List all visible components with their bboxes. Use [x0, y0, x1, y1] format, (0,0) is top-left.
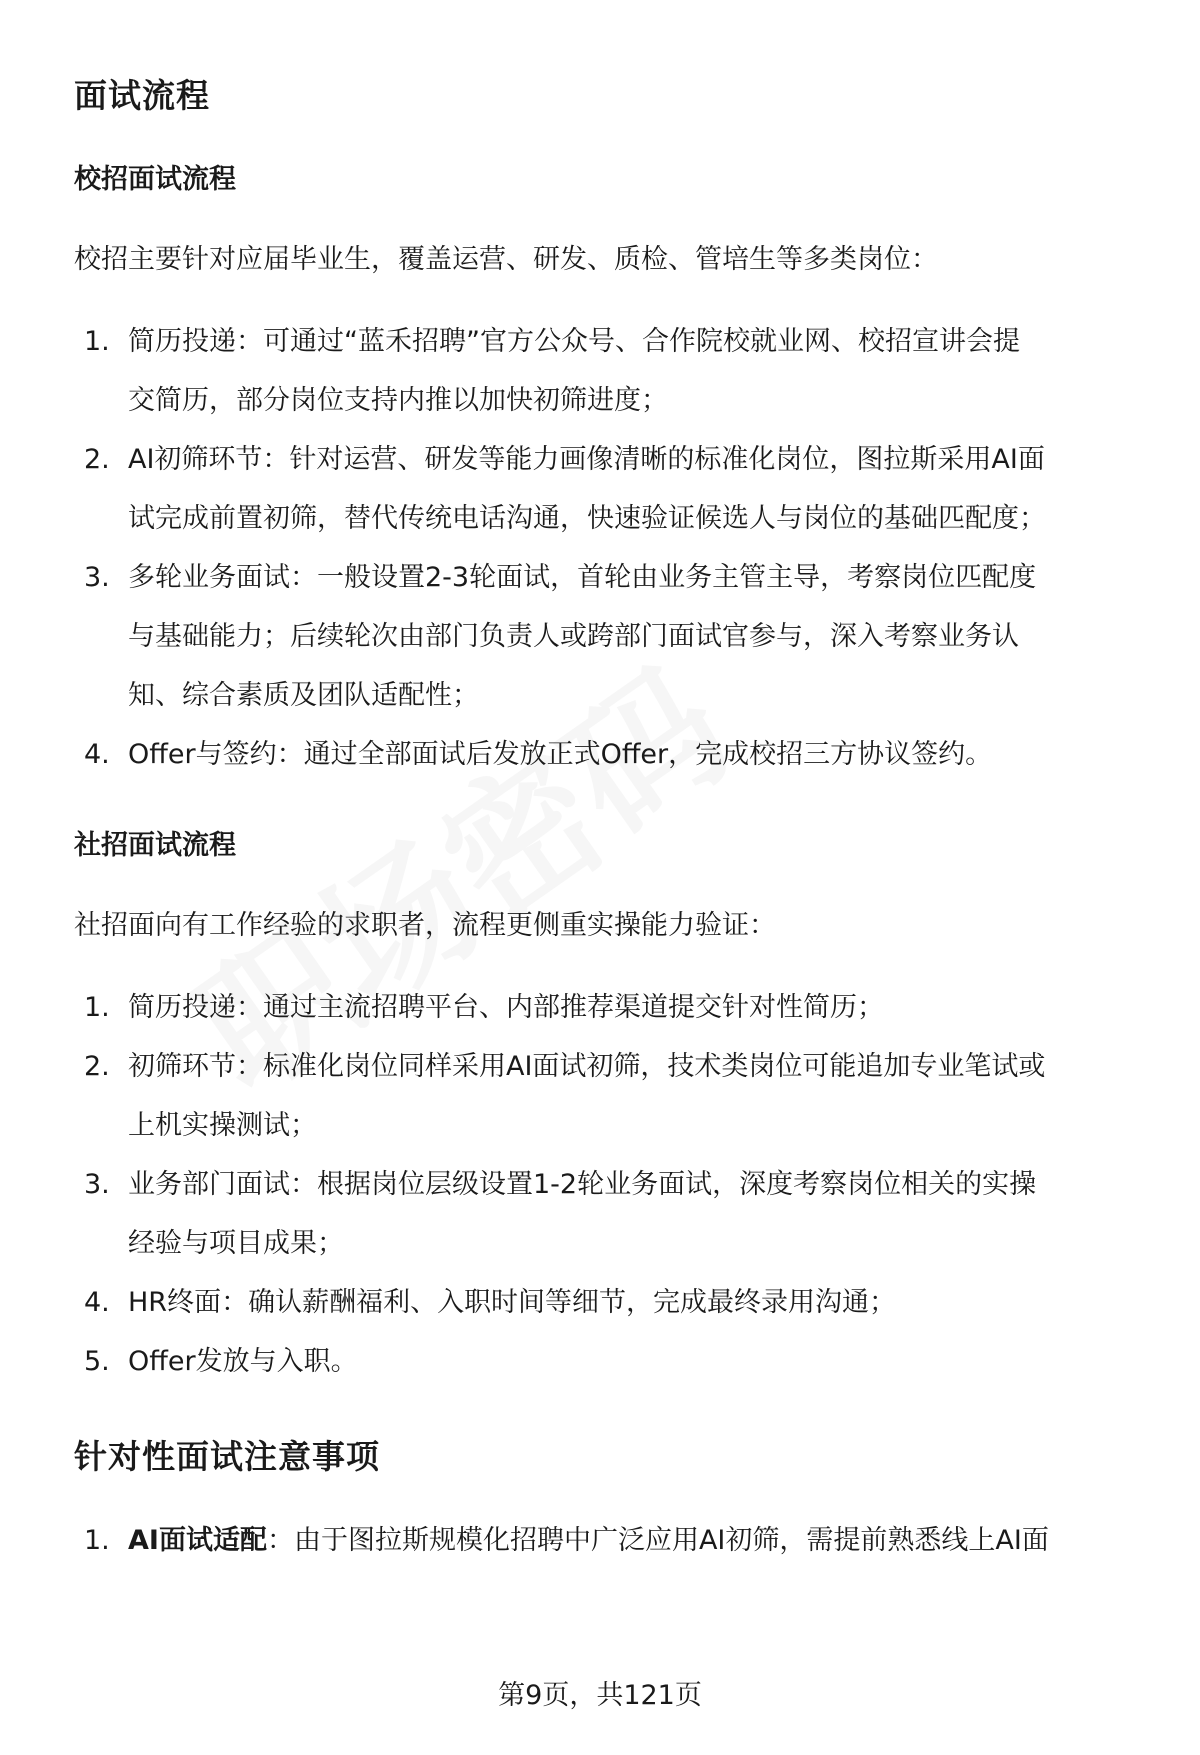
- list-item: [74, 1332, 1144, 1391]
- list-text: 试完成前置初筛，替代传统电话沟通，快速验证候选人与岗位的基础匹配度；: [128, 503, 1046, 534]
- list-item: [74, 312, 1144, 430]
- list-number: 1.: [84, 992, 110, 1023]
- list-text: Offer与签约：通过全部面试后发放正式Offer，完成校招三方协议签约。: [128, 739, 993, 770]
- social-steps-list: [74, 978, 1144, 1391]
- list-text: 简历投递：可通过“蓝禾招聘”官方公众号、合作院校就业网、校招宣讲会提: [128, 326, 1020, 357]
- list-text: 与基础能力；后续轮次由部门负责人或跨部门面试官参与，深入考察业务认: [128, 621, 1019, 652]
- list-number: 4.: [84, 1287, 110, 1318]
- campus-intro: 校招主要针对应届毕业生，覆盖运营、研发、质检、管培生等多类岗位：: [74, 244, 938, 275]
- document-content: [74, 72, 1144, 1612]
- list-number: 2.: [84, 1051, 110, 1082]
- list-text: 多轮业务面试：一般设置2-3轮面试，首轮由业务主管主导，考察岗位匹配度: [128, 562, 1037, 593]
- list-item: [74, 1037, 1144, 1155]
- list-number: 1.: [84, 1525, 110, 1556]
- list-item: [74, 1155, 1144, 1273]
- list-item: [74, 1273, 1144, 1332]
- list-text: ：由于图拉斯规模化招聘中广泛应用AI初筛，需提前熟悉线上AI面: [266, 1525, 1049, 1556]
- notes-heading: 针对性面试注意事项: [74, 1437, 380, 1476]
- campus-heading: 校招面试流程: [74, 164, 236, 195]
- list-text: 初筛环节：标准化岗位同样采用AI面试初筛，技术类岗位可能追加专业笔试或: [128, 1051, 1046, 1082]
- social-heading: 社招面试流程: [74, 830, 236, 861]
- notes-list: [74, 1511, 1144, 1570]
- list-item: [74, 548, 1144, 725]
- list-number: 1.: [84, 326, 110, 357]
- list-text: 交简历，部分岗位支持内推以加快初筛进度；: [128, 385, 668, 416]
- list-strong-label: AI面试适配: [128, 1525, 267, 1556]
- list-number: 5.: [84, 1346, 110, 1377]
- page-footer: 第9页，共121页: [0, 1676, 1200, 1716]
- list-text: HR终面：确认薪酬福利、入职时间等细节，完成最终录用沟通；: [128, 1287, 897, 1318]
- list-text: 上机实操测试；: [128, 1110, 317, 1141]
- list-number: 4.: [84, 739, 110, 770]
- list-number: 3.: [84, 562, 110, 593]
- list-text: AI初筛环节：针对运营、研发等能力画像清晰的标准化岗位，图拉斯采用AI面: [128, 444, 1045, 475]
- list-text: 简历投递：通过主流招聘平台、内部推荐渠道提交针对性简历；: [128, 992, 884, 1023]
- list-item: [74, 978, 1144, 1037]
- list-item: [74, 430, 1144, 548]
- list-text: 经验与项目成果；: [128, 1228, 344, 1259]
- list-text: 知、综合素质及团队适配性；: [128, 680, 479, 711]
- list-number: 3.: [84, 1169, 110, 1200]
- list-item: [74, 1511, 1144, 1570]
- list-item: [74, 725, 1144, 784]
- list-text: 业务部门面试：根据岗位层级设置1-2轮业务面试，深度考察岗位相关的实操: [128, 1169, 1037, 1200]
- list-number: 2.: [84, 444, 110, 475]
- campus-steps-list: [74, 312, 1144, 784]
- page-title: 面试流程: [74, 76, 210, 115]
- social-intro: 社招面向有工作经验的求职者，流程更侧重实操能力验证：: [74, 910, 776, 941]
- list-text: Offer发放与入职。: [128, 1346, 358, 1377]
